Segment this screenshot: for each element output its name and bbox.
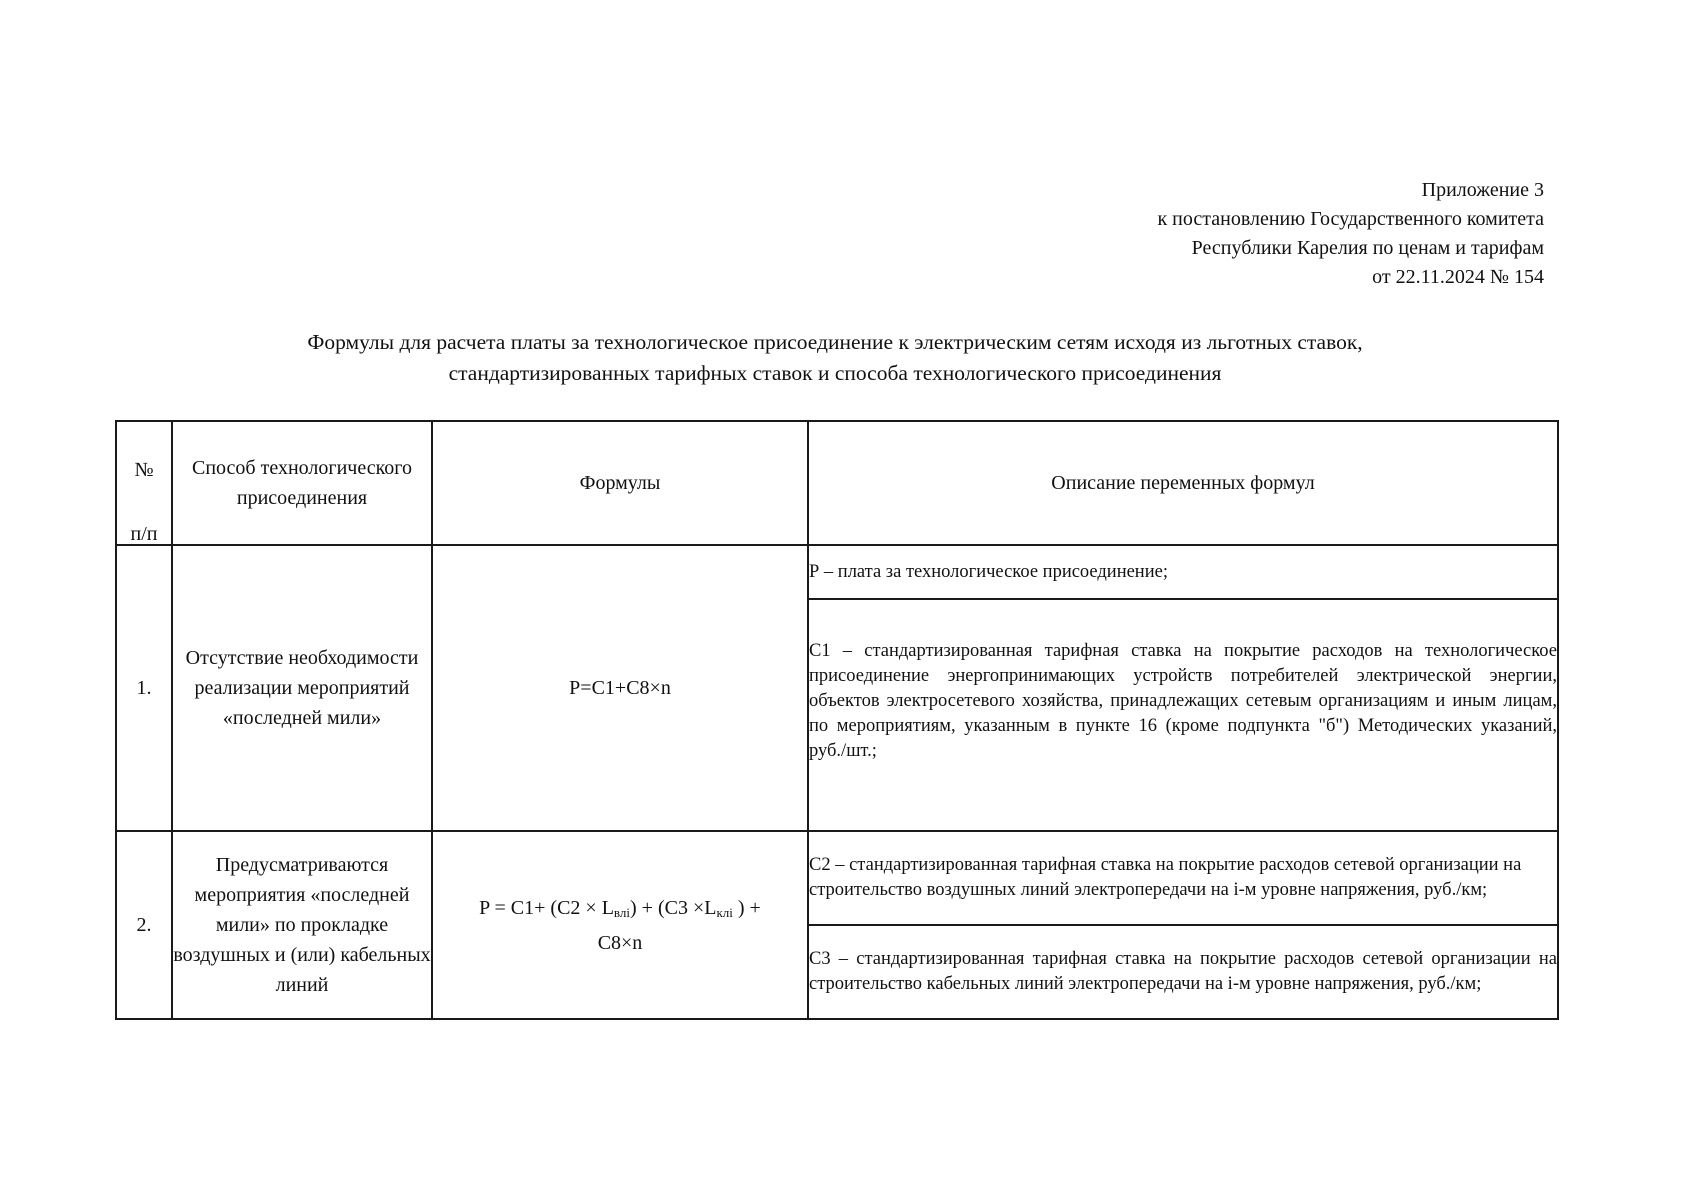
row-1-formula: P=C1+C8×n	[432, 545, 808, 831]
header-number	[116, 421, 172, 545]
document-title-line-2: стандартизированных тарифных ставок и способа технологического присоединения	[448, 361, 1222, 385]
description-p-text: Р – плата за технологическое присоединение;	[809, 561, 1168, 582]
formulas-table	[115, 420, 1559, 1020]
table-row	[116, 545, 1558, 599]
formula-sub-kl-i: i	[729, 904, 733, 920]
formula-sub-vl-i: i	[626, 904, 631, 920]
formula-part-3: ) +	[732, 896, 761, 919]
appendix-line-1: Приложение 3	[1421, 179, 1544, 201]
formula-part-4: C8×n	[597, 931, 643, 954]
appendix-line-3: Республики Карелия по ценам и тарифам	[1191, 237, 1544, 259]
row-2-formula	[432, 831, 808, 1019]
document-title-line-1: Формулы для расчета платы за технологическое присоединение к электрическим сетям исходя из льготных ставок,	[307, 330, 1363, 354]
description-c1-text: C1 – стандартизированная тарифная ставка на покрытие расходов на технологическое присоединение энергопринимающих устройств потребителей электрической энергии, объектов электросетевого хозяйства, принадлежащих сетевым организациям и иным лицам, по мероприятиям, указанным в пункте 16 (кроме подпункта "б") Методических указаний, руб./шт.;	[809, 640, 1557, 761]
row-2-method: Предусматриваются мероприятия «последней мили» по прокладке воздушных и (или) кабельных линий	[172, 831, 432, 1019]
table-row	[116, 831, 1558, 925]
row-1-method: Отсутствие необходимости реализации мероприятий «последней мили»	[172, 545, 432, 831]
header-number-sign: №	[134, 459, 154, 481]
formula-sub-vl: вл	[613, 904, 627, 920]
appendix-line-4: от 22.11.2024 № 154	[1372, 266, 1544, 288]
row-1-description-p	[808, 545, 1558, 599]
header-description: Описание переменных формул	[808, 421, 1558, 545]
appendix-header	[1157, 176, 1544, 292]
header-method: Способ технологического присоединения	[172, 421, 432, 545]
formula-sub-kl: кл	[716, 904, 730, 920]
row-2-description-c2	[808, 831, 1558, 925]
header-number-pp: п/п	[130, 523, 158, 545]
table-header-row	[116, 421, 1558, 545]
row-1-number: 1.	[116, 545, 172, 831]
header-formula: Формулы	[432, 421, 808, 545]
row-2-number: 2.	[116, 831, 172, 1019]
appendix-line-2: к постановлению Государственного комитета	[1157, 208, 1544, 230]
document-title	[115, 327, 1555, 389]
formula-part-2: ) + (C3 ×L	[630, 896, 717, 919]
row-2-description-c3	[808, 925, 1558, 1019]
description-c3-text: С3 – стандартизированная тарифная ставка на покрытие расходов сетевой организации на строительство кабельных линий электропередачи на i-м уровне напряжения, руб./км;	[809, 949, 1557, 994]
formula-part-1: P = C1+ (C2 × L	[479, 896, 614, 919]
row-1-description-c1	[808, 599, 1558, 831]
description-c2-text: С2 – стандартизированная тарифная ставка на покрытие расходов сетевой организации на строительство воздушных линий электропередачи на i-м уровне напряжения, руб./км;	[809, 855, 1522, 900]
